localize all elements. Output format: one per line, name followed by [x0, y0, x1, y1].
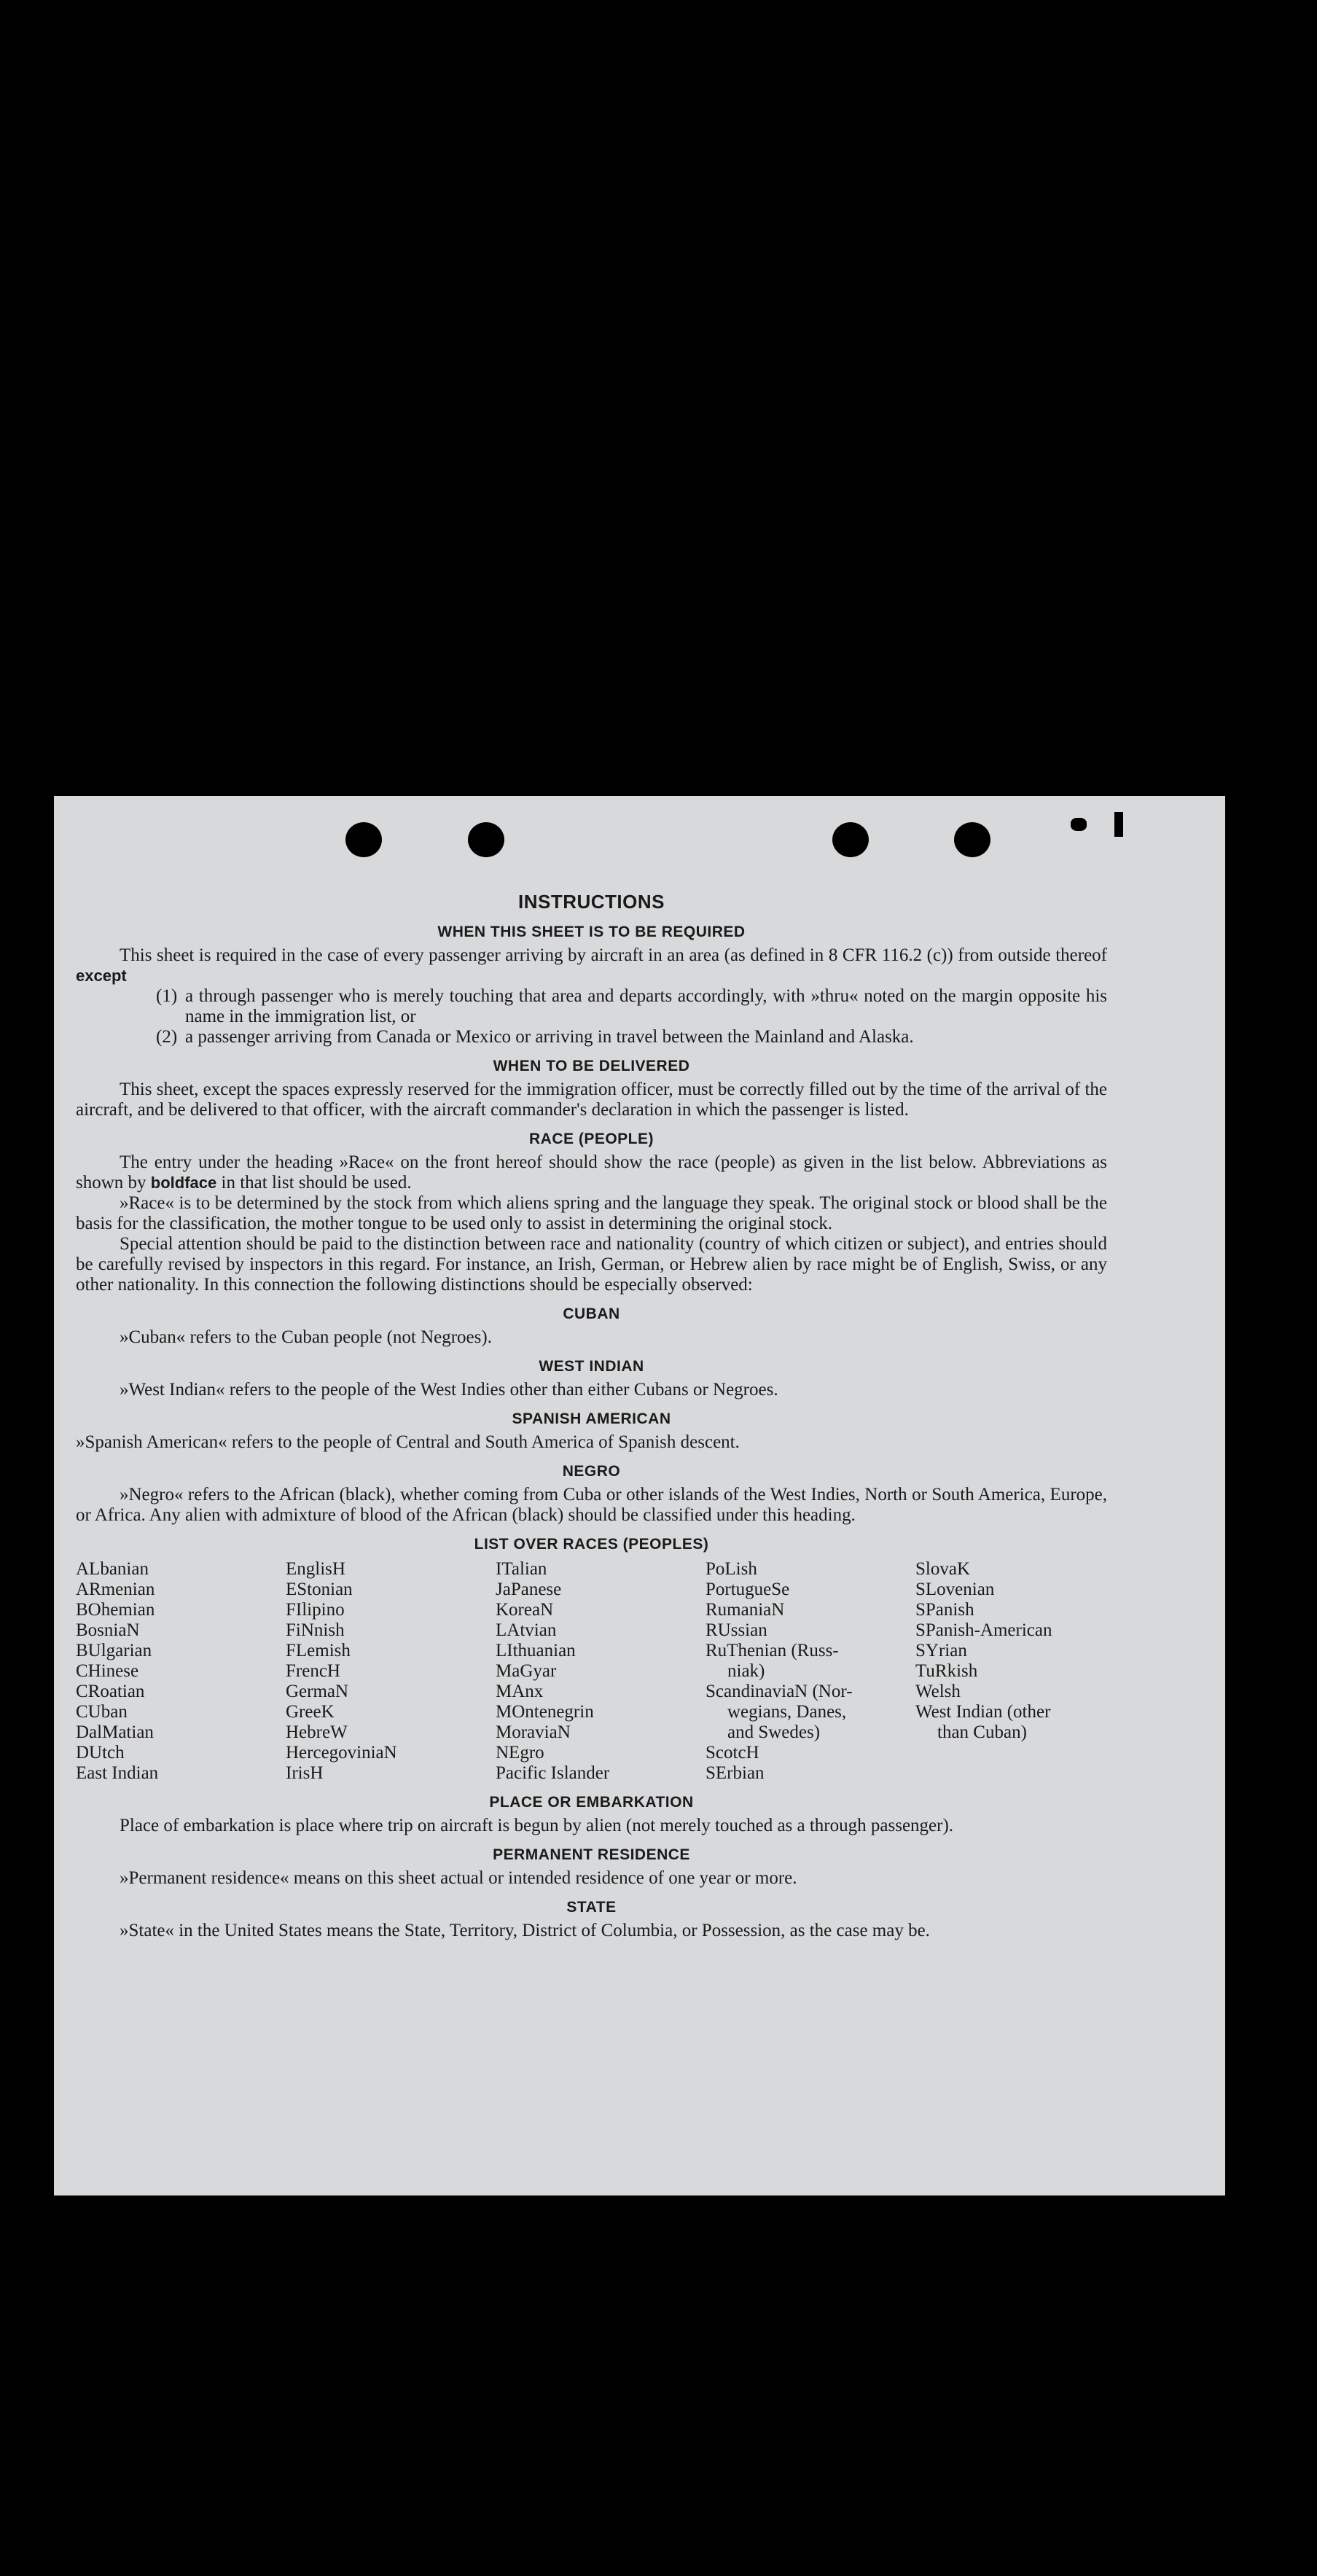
race-entry: MaGyar	[496, 1661, 557, 1681]
race-entry: SPanish-American	[915, 1620, 1052, 1640]
race-entry: IrisH	[286, 1763, 324, 1783]
race-entry: LAtvian	[496, 1620, 557, 1640]
race-paragraph-3: Special attention should be paid to the distinction between race and nationality (country of which citizen or subject), and entries should be carefully revised by inspectors in this regard. For instance, an Irish, German, or Hebrew alien by race might be of English, Swiss, or any other nationality. In this connection the following distinctions should be especially observed:	[76, 1234, 1107, 1295]
race-entry: DUtch	[76, 1743, 125, 1763]
heading-state: STATE	[566, 1899, 617, 1916]
punch-hole	[468, 822, 504, 857]
item-number: (1)	[156, 986, 178, 1006]
heading-delivered: WHEN TO BE DELIVERED	[493, 1058, 690, 1074]
heading-race: RACE (PEOPLE)	[528, 1131, 654, 1147]
instruction-sheet	[54, 796, 1225, 2196]
race-entry: KoreaN	[496, 1600, 554, 1620]
negro-text: »Negro« refers to the African (black), whether coming from Cuba or other islands of the West Indies, North or South America, Europe, or Africa. Any alien with admixture of blood of the African (black) should be classified under this heading.	[76, 1485, 1107, 1525]
residence-text: »Permanent residence« means on this sheet actual or intended residence of one year or more.	[120, 1868, 797, 1888]
race-entry: ITalian	[496, 1559, 547, 1579]
race-entry: SPanish	[915, 1600, 974, 1620]
heading-races-list: LIST OVER RACES (PEOPLES)	[474, 1536, 709, 1553]
punch-hole	[954, 822, 990, 857]
race-entry: CUban	[76, 1702, 128, 1722]
cuban-text: »Cuban« refers to the Cuban people (not Negroes).	[120, 1327, 492, 1347]
race-entry: SErbian	[706, 1763, 765, 1783]
races-column	[915, 1559, 1105, 1784]
race-entry: MoraviaN	[496, 1722, 571, 1742]
races-column	[286, 1559, 496, 1784]
ink-blot	[1071, 818, 1087, 831]
race-entry: FIlipino	[286, 1600, 345, 1620]
required-intro	[76, 945, 1107, 986]
race-entry: FLemish	[286, 1641, 351, 1660]
race-entry: ARmenian	[76, 1580, 155, 1599]
race-paragraph-2: »Race« is to be determined by the stock from which aliens spring and the language they speak. The original stock or blood shall be the basis for the classification, the mother tongue to be used only to assist in determining the original stock.	[76, 1193, 1107, 1233]
race-entry: TuRkish	[915, 1661, 978, 1681]
race-entry: BOhemian	[76, 1600, 155, 1620]
heading-spanish-american: SPANISH AMERICAN	[512, 1410, 671, 1427]
race-entry: ScotcH	[706, 1743, 759, 1763]
race-entry: RuThenian (Russ-	[706, 1641, 839, 1660]
list-item	[76, 986, 1107, 1027]
race-entry: RumaniaN	[706, 1600, 785, 1620]
item-text: a through passenger who is merely touching that area and departs accordingly, with »thru« noted on the margin opposite his name in the immigration list, or	[185, 986, 1107, 1026]
embarkation-text: Place of embarkation is place where trip on aircraft is begun by alien (not merely touched as a through passenger).	[120, 1816, 954, 1835]
race-entry: DalMatian	[76, 1722, 154, 1742]
race-entry: wegians, Danes,	[727, 1702, 847, 1722]
list-item	[76, 1027, 1107, 1047]
punch-hole	[832, 822, 869, 857]
ink-blot	[1114, 812, 1123, 837]
race-entry: than Cuban)	[937, 1722, 1027, 1742]
race-entry: NEgro	[496, 1743, 544, 1763]
punch-hole	[345, 822, 382, 857]
required-intro-text: This sheet is required in the case of every passenger arriving by aircraft in an area (as defined in 8 CFR 116.2 (c)) from outside thereof	[120, 945, 1107, 965]
race-entry: MOntenegrin	[496, 1702, 594, 1722]
race-entry: FrencH	[286, 1661, 340, 1681]
race-paragraph-1	[76, 1152, 1107, 1193]
race-entry: niak)	[727, 1661, 765, 1681]
race-entry: PoLish	[706, 1559, 757, 1579]
race-entry: MAnx	[496, 1682, 544, 1701]
heading-negro: NEGRO	[562, 1463, 621, 1480]
required-intro-bold: except	[76, 967, 127, 985]
race-entry: ALbanian	[76, 1559, 149, 1579]
race-entry: SlovaK	[915, 1559, 970, 1579]
race-entry: CRoatian	[76, 1682, 145, 1701]
race-p1-bold: boldface	[150, 1174, 217, 1192]
heading-embarkation: PLACE OR EMBARKATION	[489, 1794, 694, 1811]
heading-west-indian: WEST INDIAN	[539, 1358, 644, 1375]
race-entry: BosniaN	[76, 1620, 140, 1640]
race-entry: HercegoviniaN	[286, 1743, 397, 1763]
delivered-text: This sheet, except the spaces expressly reserved for the immigration officer, must be correctly filled out by the time of the arrival of the aircraft, and be delivered to that officer, with the aircraft commander's declaration in which the passenger is listed.	[76, 1080, 1107, 1120]
race-entry: BUlgarian	[76, 1641, 152, 1660]
heading-residence: PERMANENT RESIDENCE	[493, 1846, 690, 1863]
race-entry: SLovenian	[915, 1580, 995, 1599]
race-entry: LIthuanian	[496, 1641, 576, 1660]
race-entry: Pacific Islander	[496, 1763, 610, 1783]
race-entry: PortugueSe	[706, 1580, 790, 1599]
race-entry: SYrian	[915, 1641, 967, 1660]
race-entry: HebreW	[286, 1722, 348, 1742]
race-entry: GreeK	[286, 1702, 335, 1722]
spanish-american-text: »Spanish American« refers to the people of Central and South America of Spanish descent.	[76, 1432, 740, 1452]
race-entry: JaPanese	[496, 1580, 562, 1599]
race-entry: CHinese	[76, 1661, 139, 1681]
race-p1-a: The entry under the heading »Race« on the front hereof should show the race (people) as given in the list below. Abbreviations as shown by	[76, 1152, 1107, 1193]
race-entry: and Swedes)	[727, 1722, 821, 1742]
race-entry: EnglisH	[286, 1559, 345, 1579]
page-title: INSTRUCTIONS	[518, 891, 665, 913]
race-entry: Welsh	[915, 1682, 961, 1701]
races-column	[76, 1559, 286, 1784]
race-entry: RUssian	[706, 1620, 767, 1640]
races-list	[76, 1559, 1107, 1784]
race-entry: West Indian (other	[915, 1702, 1051, 1722]
item-text: a passenger arriving from Canada or Mexico or arriving in travel between the Mainland and Alaska.	[185, 1027, 914, 1047]
west-indian-text: »West Indian« refers to the people of the West Indies other than either Cubans or Negroes.	[120, 1380, 778, 1400]
heading-required: WHEN THIS SHEET IS TO BE REQUIRED	[437, 924, 746, 940]
race-entry: ScandinaviaN (Nor-	[706, 1682, 853, 1701]
race-entry: GermaN	[286, 1682, 349, 1701]
race-entry: EStonian	[286, 1580, 353, 1599]
races-column	[706, 1559, 915, 1784]
race-entry: East Indian	[76, 1763, 159, 1783]
heading-cuban: CUBAN	[563, 1305, 620, 1322]
item-number: (2)	[156, 1027, 178, 1047]
race-entry: FiNnish	[286, 1620, 345, 1640]
races-column	[496, 1559, 706, 1784]
race-p1-b: in that list should be used.	[221, 1173, 412, 1193]
state-text: »State« in the United States means the State, Territory, District of Columbia, or Possession, as the case may be.	[120, 1921, 930, 1940]
